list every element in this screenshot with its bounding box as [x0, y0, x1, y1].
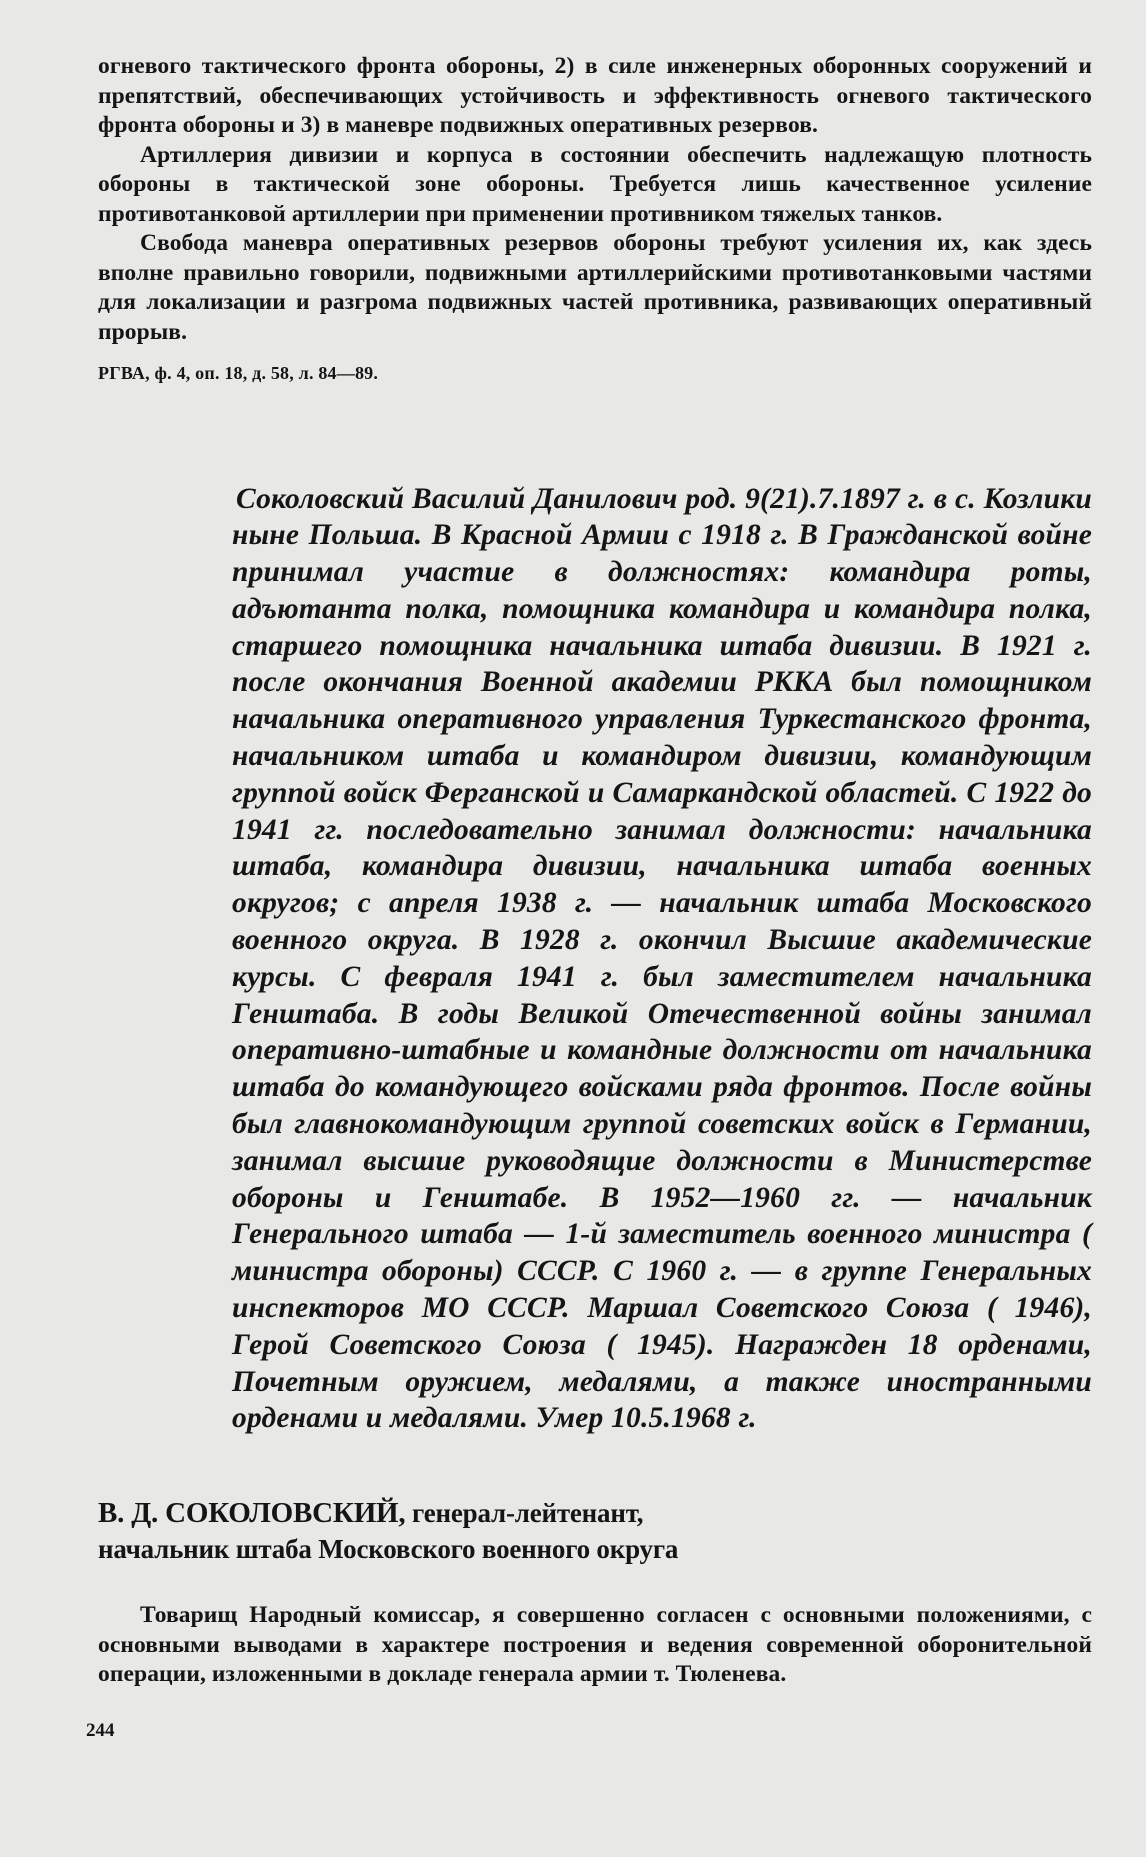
- speaker-heading: [98, 1495, 1092, 1567]
- speaker-position: начальник штаба Московского военного округа: [98, 1534, 679, 1565]
- paragraph-defense-elements: огневого тактического фронта обороны, 2) в силе инженерных оборонных сооружений и препятствий, обеспечивающих устойчивость и эффективность огневого тактического фронта обороны и 3) в маневре подвижных оперативных резервов.: [98, 53, 1092, 138]
- closing-paragraph: Товарищ Народный комиссар, я совершенно согласен с основными положениями, с основными выводами в характере построения и ведения современной оборонительной операции, изложенными в докладе генерала армии т. Тюленева.: [98, 1602, 1092, 1688]
- page-number: 244: [86, 1720, 115, 1741]
- speaker-name: В. Д. СОКОЛОВСКИЙ,: [98, 1497, 406, 1530]
- paragraph-reserves: Свобода маневра оперативных резервов обороны требуют усиления их, как здесь вполне правильно говорили, подвижными артиллерийскими противотанковыми частями для локализации и разгрома подвижных частей противника, развивающих оперативный прорыв.: [98, 230, 1092, 345]
- archive-reference: РГВА, ф. 4, оп. 18, д. 58, л. 84—89.: [98, 363, 379, 383]
- biographical-note: Соколовский Василий Данилович род. 9(21).7.1897 г. в с. Козлики ныне Польша. В Красной Армии с 1918 г. В Гражданской войне принимал участие в должностях: командира роты, адъютанта полка, помощника командира и командира полка, старшего помощника начальника штаба дивизии. В 1921 г. после окончания Военной академии РККА был помощником начальника оперативного управления Туркестанского фронта, начальником штаба и командиром дивизии, командующим группой войск Ферганской и Самаркандской областей. С 1922 до 1941 гг. последовательно занимал должности: начальника штаба, командира дивизии, начальника штаба военных округов; с апреля 1938 г. — начальник штаба Московского военного округа. В 1928 г. окончил Высшие академические курсы. С февраля 1941 г. был заместителем начальника Генштаба. В годы Великой Отечественной войны занимал оперативно-штабные и командные должности от начальника штаба до командующего войсками ряда фронтов. После войны был главнокомандующим группой советских войск в Германии, занимал высшие руководящие должности в Министерстве обороны и Генштабе. В 1952—1960 гг. — начальник Генерального штаба — 1-й заместитель военного министра ( министра обороны) СССР. С 1960 г. — в группе Генеральных инспекторов МО СССР. Маршал Советского Союза ( 1946), Герой Советского Союза ( 1945). Награжден 18 орденами, Почетным оружием, медалями, а также иностранными орденами и медалями. Умер 10.5.1968 г.: [232, 482, 1092, 1435]
- paragraph-artillery: Артиллерия дивизии и корпуса в состоянии обеспечить надлежащую плотность обороны в тактической зоне обороны. Требуется лишь качественное усиление противотанковой артиллерии при применении противником тяжелых танков.: [98, 141, 1092, 227]
- speaker-rank: генерал-лейтенант,: [405, 1498, 644, 1529]
